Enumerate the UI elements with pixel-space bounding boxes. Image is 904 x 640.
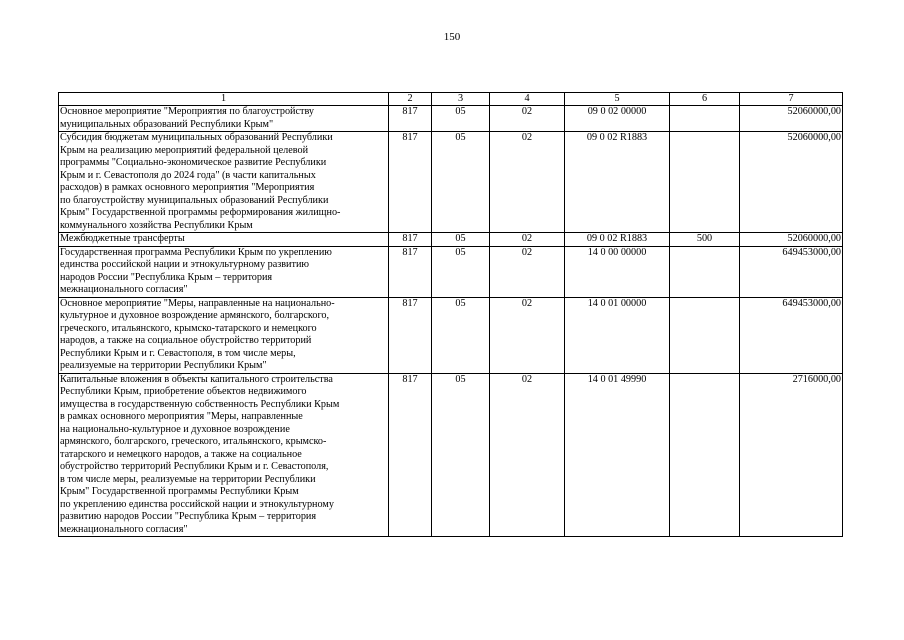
row-description: Капитальные вложения в объекты капитального строительства Республики Крым, приобретение объектов недвижимого имущества в государственную собственность Республики Крым в рамках основного мероприятия "Меры, направленные на национально-культурное и духовное возрождение армянского, болгарского, греческого, итальянского, крымско- татарского и немецкого народов, а также на социальное обустройство территорий Республики Крым и г. Севастополя, в том числе меры, реализуемые на территории Республики Крым" Государственной программы Республики Крым по укреплению единства российской нации и этнокультурному развитию народов России "Республика Крым – территория межнационального согласия" [59, 373, 389, 537]
row-description: Государственная программа Республики Крым по укреплению единства российской нации и этнокультурному развитию народов России "Республика Крым – территория межнационального согласия" [59, 246, 389, 297]
row-grbs-code: 817 [389, 297, 432, 373]
row-subsection-code: 02 [490, 297, 565, 373]
row-description: Основное мероприятие "Меры, направленные на национально- культурное и духовное возрождение армянского, болгарского, греческого, итальянского, крымско-татарского и немецкого народов, а также на социальное обустройство территорий Республики Крым и г. Севастополя, в том числе меры, реализуемые на территории Республики Крым" [59, 297, 389, 373]
row-target-code: 09 0 02 R1883 [565, 233, 670, 247]
row-grbs-code: 817 [389, 106, 432, 132]
row-expense-type [670, 246, 740, 297]
row-amount: 649453000,00 [740, 297, 843, 373]
row-target-code: 14 0 01 49990 [565, 373, 670, 537]
row-expense-type [670, 132, 740, 233]
row-subsection-code: 02 [490, 132, 565, 233]
row-subsection-code: 02 [490, 246, 565, 297]
row-target-code: 09 0 02 R1883 [565, 132, 670, 233]
row-target-code: 14 0 01 00000 [565, 297, 670, 373]
row-expense-type: 500 [670, 233, 740, 247]
row-description: Основное мероприятие "Мероприятия по благоустройству муниципальных образований Республики Крым" [59, 106, 389, 132]
row-grbs-code: 817 [389, 373, 432, 537]
row-grbs-code: 817 [389, 132, 432, 233]
row-description: Субсидия бюджетам муниципальных образований Республики Крым на реализацию мероприятий федеральной целевой программы "Социально-экономическое развитие Республики Крым и г. Севастополя до 2024 года" (в части капитальных расходов) в рамках основного мероприятия "Мероприятия по благоустройству муниципальных образований Республики Крым" Государственной программы реформирования жилищно- коммунального хозяйства Республики Крым [59, 132, 389, 233]
page-number: 150 [443, 31, 461, 43]
row-expense-type [670, 373, 740, 537]
table-row [59, 233, 843, 247]
table-row [59, 246, 843, 297]
table-row [59, 297, 843, 373]
row-subsection-code: 02 [490, 373, 565, 537]
row-subsection-code: 02 [490, 233, 565, 247]
column-header: 7 [740, 93, 843, 106]
row-section-code: 05 [432, 297, 490, 373]
row-grbs-code: 817 [389, 233, 432, 247]
row-section-code: 05 [432, 373, 490, 537]
column-header: 5 [565, 93, 670, 106]
row-expense-type [670, 106, 740, 132]
row-amount: 2716000,00 [740, 373, 843, 537]
table-header-row [59, 93, 843, 106]
column-header: 2 [389, 93, 432, 106]
row-section-code: 05 [432, 233, 490, 247]
column-header: 1 [59, 93, 389, 106]
row-grbs-code: 817 [389, 246, 432, 297]
budget-table [58, 92, 843, 537]
row-section-code: 05 [432, 106, 490, 132]
row-description: Межбюджетные трансферты [59, 233, 389, 247]
row-target-code: 09 0 02 00000 [565, 106, 670, 132]
row-subsection-code: 02 [490, 106, 565, 132]
row-section-code: 05 [432, 246, 490, 297]
row-expense-type [670, 297, 740, 373]
column-header: 4 [490, 93, 565, 106]
row-amount: 649453000,00 [740, 246, 843, 297]
row-amount: 52060000,00 [740, 132, 843, 233]
table-row [59, 132, 843, 233]
column-header: 6 [670, 93, 740, 106]
table-row [59, 106, 843, 132]
row-target-code: 14 0 00 00000 [565, 246, 670, 297]
row-amount: 52060000,00 [740, 106, 843, 132]
column-header: 3 [432, 93, 490, 106]
row-section-code: 05 [432, 132, 490, 233]
row-amount: 52060000,00 [740, 233, 843, 247]
table-row [59, 373, 843, 537]
